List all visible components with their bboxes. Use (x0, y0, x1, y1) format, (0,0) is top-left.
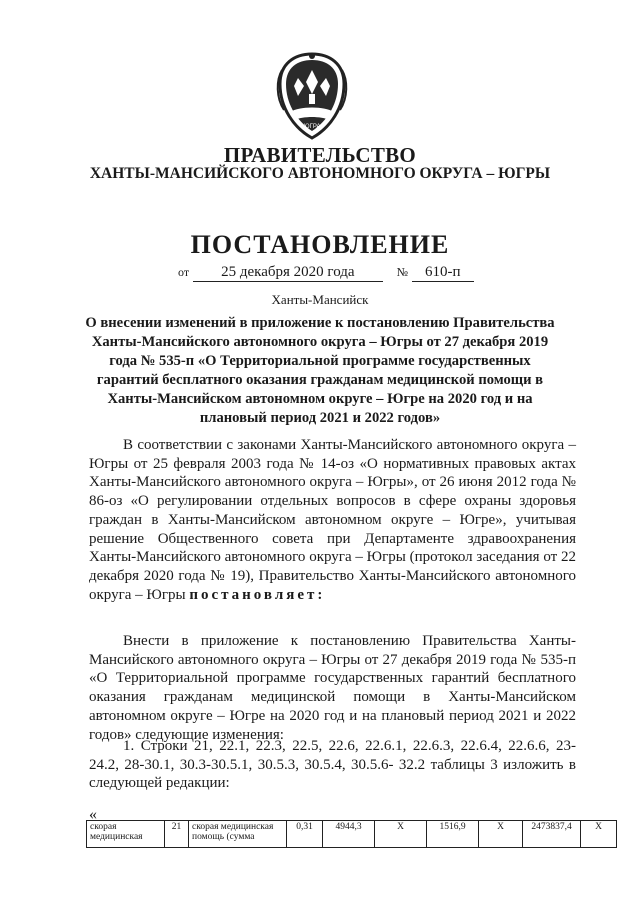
government-title: ПРАВИТЕЛЬСТВО (223, 143, 417, 167)
table-cell: Х (581, 821, 617, 848)
table-cell: скорая медицинская помощь (сумма (189, 821, 287, 848)
date-number-line (178, 264, 474, 282)
document-date: 25 декабря 2020 года (193, 264, 383, 282)
document-subject: О внесении изменений в приложение к постановлению Правительства Ханты-Мансийского автономного округа – Югры от 27 декабря 2019 года № 535-п «О Территориальной программе государственных гарантий бесплатного оказания гражданам медицинской помощи в Ханты-Мансийском автономном округе – Югре на 2020 год и на плановый период 2021 и 2022 годов» (85, 315, 555, 426)
table-cell: 0,31 (287, 821, 323, 848)
table-cell: скорая медицинская (87, 821, 165, 848)
table-cell: 4944,3 (323, 821, 375, 848)
coat-of-arms-emblem (272, 50, 352, 142)
table-cell: 1516,9 (427, 821, 479, 848)
table-cell: 21 (165, 821, 189, 848)
table-cell: Х (479, 821, 523, 848)
date-prefix: от (178, 265, 190, 279)
document-city: Ханты-Мансийск (271, 292, 369, 307)
amendment-paragraph: Внести в приложение к постановлению Правительства Ханты-Мансийского автономного округа – Югры от 27 декабря 2019 года № 535-п «О Территориальной программе государственных гарантий бесплатного оказания гражданам медицинской помощи в Ханты-Мансийском автономном округе – Югре на 2020 год и на плановый период 2021 и 2022 годов» следующие изменения: (89, 633, 576, 743)
table-3-fragment (86, 820, 617, 848)
emblem-text: ЮГРА (303, 124, 321, 130)
region-title: ХАНТЫ-МАНСИЙСКОГО АВТОНОМНОГО ОКРУГА – ЮГРЫ (89, 165, 551, 182)
table-cell: 2473837,4 (523, 821, 581, 848)
opening-quote: « (89, 806, 97, 823)
decree-word: постановляет: (189, 586, 326, 603)
document-number: 610-п (412, 264, 474, 282)
preamble-text: В соответствии с законами Ханты-Мансийского автономного округа – Югры от 25 февраля 2003 года № 14-оз «О нормативных правовых актах Ханты-Мансийского автономного округа – Югры», от 26 июня 2012 года № 86-оз «О регулировании отдельных вопросов в сфере охраны здоровья граждан в Ханты-Мансийском автономном округе – Югре», учитывая решение Общественного совета при Департаменте здравоохранения Ханты-Мансийского автономного округа – Югры (протокол заседания от 22 декабря 2020 года № 19), Правительство Ханты-Мансийского автономного округа – Югры (89, 437, 576, 603)
preamble-paragraph (89, 436, 576, 604)
document-type: ПОСТАНОВЛЕНИЕ (190, 230, 450, 259)
table-row (87, 821, 617, 848)
table-cell: Х (375, 821, 427, 848)
number-prefix: № (396, 265, 409, 279)
item-1-paragraph: 1. Строки 21, 22.1, 22.3, 22.5, 22.6, 22.6.1, 22.6.3, 22.6.4, 22.6.6, 23-24.2, 28-30.1, 30.3-30.5.1, 30.5.3, 30.5.4, 30.5.6- 32.2 таблицы 3 изложить в следующей редакции: (89, 738, 576, 792)
